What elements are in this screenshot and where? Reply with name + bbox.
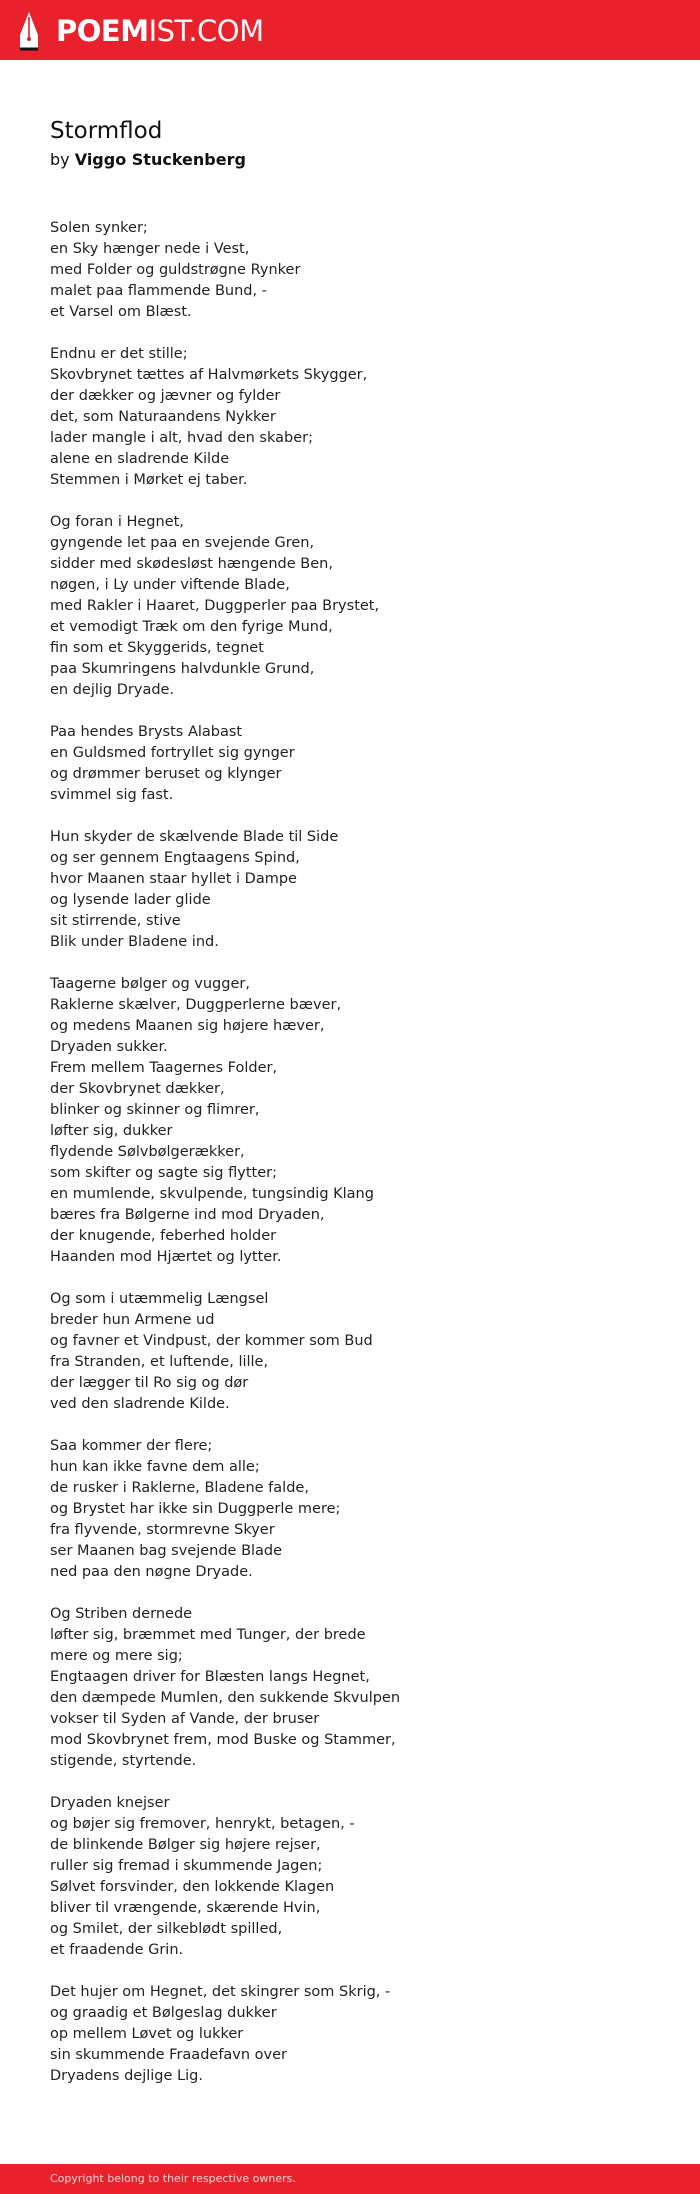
- poem-line: mere og mere sig;: [50, 1648, 183, 1664]
- poem-line: en dejlig Dryade.: [50, 682, 175, 698]
- poem-line: bliver til vrængende, skærende Hvin,: [50, 1900, 321, 1916]
- poem-line: med Folder og guldstrøgne Rynker: [50, 262, 301, 278]
- stanza: [50, 1982, 650, 2087]
- poem-line: ser Maanen bag svejende Blade: [50, 1543, 283, 1559]
- poem-line: hun kan ikke favne dem alle;: [50, 1459, 260, 1475]
- poem-line: Sølvet forsvinder, den lokkende Klagen: [50, 1879, 335, 1895]
- poem-line: Blik under Bladene ind.: [50, 934, 219, 950]
- poem-line: breder hun Armene ud: [50, 1312, 215, 1328]
- poem-line: Skovbrynet tættes af Halvmørkets Skygger,: [50, 367, 368, 383]
- poem-line: Frem mellem Taagernes Folder,: [50, 1060, 278, 1076]
- poem-line: Stemmen i Mørket ej taber.: [50, 472, 248, 488]
- poem-line: svimmel sig fast.: [50, 787, 174, 803]
- poem-line: Endnu er det stille;: [50, 346, 188, 362]
- poem-line: der lægger til Ro sig og dør: [50, 1375, 249, 1391]
- byline: [50, 148, 650, 172]
- poem-line: vokser til Syden af Vande, der bruser: [50, 1711, 320, 1727]
- poem-line: en Sky hænger nede i Vest,: [50, 241, 250, 257]
- poem-line: der dækker og jævner og fylder: [50, 388, 281, 404]
- poem-line: fin som et Skyggerids, tegnet: [50, 640, 264, 656]
- poem-line: malet paa flammende Bund, -: [50, 283, 267, 299]
- poem-line: der knugende, feberhed holder: [50, 1228, 277, 1244]
- poem-line: som skifter og sagte sig flytter;: [50, 1165, 277, 1181]
- poem-line: Og som i utæmmelig Længsel: [50, 1291, 269, 1307]
- poem-line: Solen synker;: [50, 220, 148, 236]
- poem-line: der Skovbrynet dækker,: [50, 1081, 225, 1097]
- poem-line: paa Skumringens halvdunkle Grund,: [50, 661, 315, 677]
- brand-name-strong: POEM: [56, 14, 149, 48]
- author-name: Viggo Stuckenberg: [74, 150, 246, 169]
- poem-line: alene en sladrende Kilde: [50, 451, 230, 467]
- stanza: [50, 512, 650, 701]
- poem-line: sit stirrende, stive: [50, 913, 181, 929]
- poem-line: gyngende let paa en svejende Gren,: [50, 535, 315, 551]
- brand-name: [56, 9, 264, 53]
- poem-content: [50, 115, 650, 2108]
- poem-body: [50, 218, 650, 2087]
- poem-line: stigende, styrtende.: [50, 1753, 197, 1769]
- poem-line: Haanden mod Hjærtet og lytter.: [50, 1249, 282, 1265]
- poem-line: sidder med skødesløst hængende Ben,: [50, 556, 333, 572]
- poem-line: de blinkende Bølger sig højere rejser,: [50, 1837, 321, 1853]
- poem-line: Hun skyder de skælvende Blade til Side: [50, 829, 339, 845]
- poem-line: Engtaagen driver for Blæsten langs Hegnet,: [50, 1669, 370, 1685]
- poem-line: ned paa den nøgne Dryade.: [50, 1564, 253, 1580]
- poem-line: Dryaden sukker.: [50, 1039, 168, 1055]
- poem-line: Dryaden knejser: [50, 1795, 170, 1811]
- poem-line: Og foran i Hegnet,: [50, 514, 184, 530]
- copyright-text: Copyright belong to their respective owners.: [50, 2172, 296, 2185]
- quill-nib-icon: [18, 11, 40, 51]
- poem-line: op mellem Løvet og lukker: [50, 2026, 244, 2042]
- poem-line: og Brystet har ikke sin Duggperle mere;: [50, 1501, 341, 1517]
- site-logo-link[interactable]: [18, 9, 264, 53]
- poem-line: Dryadens dejlige Lig.: [50, 2068, 203, 2084]
- poem-line: flydende Sølvbølgerækker,: [50, 1144, 245, 1160]
- poem-line: hvor Maanen staar hyllet i Dampe: [50, 871, 297, 887]
- stanza: [50, 1289, 650, 1415]
- poem-line: nøgen, i Ly under viftende Blade,: [50, 577, 290, 593]
- poem-line: ruller sig fremad i skummende Jagen;: [50, 1858, 323, 1874]
- poem-line: og ser gennem Engtaagens Spind,: [50, 850, 300, 866]
- poem-line: de rusker i Raklerne, Bladene falde,: [50, 1480, 309, 1496]
- poem-line: et fraadende Grin.: [50, 1942, 184, 1958]
- brand-name-light: IST.COM: [148, 14, 264, 48]
- poem-line: Saa kommer der flere;: [50, 1438, 213, 1454]
- poem-line: en Guldsmed fortryllet sig gynger: [50, 745, 295, 761]
- poem-line: lader mangle i alt, hvad den skaber;: [50, 430, 313, 446]
- site-footer: [0, 2164, 700, 2194]
- poem-line: et Varsel om Blæst.: [50, 304, 192, 320]
- by-label: by: [50, 150, 70, 169]
- stanza: [50, 1604, 650, 1772]
- poem-line: blinker og skinner og flimrer,: [50, 1102, 260, 1118]
- stanza: [50, 344, 650, 491]
- poem-line: fra Stranden, et luftende, lille,: [50, 1354, 269, 1370]
- poem-line: Taagerne bølger og vugger,: [50, 976, 250, 992]
- poem-line: og drømmer beruset og klynger: [50, 766, 282, 782]
- poem-line: en mumlende, skvulpende, tungsindig Klang: [50, 1186, 374, 1202]
- poem-line: fra flyvende, stormrevne Skyer: [50, 1522, 275, 1538]
- poem-line: løfter sig, bræmmet med Tunger, der brede: [50, 1627, 366, 1643]
- poem-title: Stormflod: [50, 118, 163, 144]
- poem-line: sin skummende Fraadefavn over: [50, 2047, 288, 2063]
- poem-line: et vemodigt Træk om den fyrige Mund,: [50, 619, 333, 635]
- poem-line: den dæmpede Mumlen, den sukkende Skvulpen: [50, 1690, 401, 1706]
- site-header: [0, 0, 700, 60]
- poem-line: og lysende lader glide: [50, 892, 211, 908]
- poem-line: og medens Maanen sig højere hæver,: [50, 1018, 325, 1034]
- poem-line: og Smilet, der silkeblødt spilled,: [50, 1921, 283, 1937]
- poem-line: Paa hendes Brysts Alabast: [50, 724, 243, 740]
- stanza: [50, 974, 650, 1268]
- stanza: [50, 218, 650, 323]
- poem-line: ved den sladrende Kilde.: [50, 1396, 230, 1412]
- stanza: [50, 722, 650, 806]
- poem-line: Og Striben dernede: [50, 1606, 193, 1622]
- poem-line: med Rakler i Haaret, Duggperler paa Brystet,: [50, 598, 380, 614]
- stanza: [50, 1436, 650, 1583]
- poem-line: og bøjer sig fremover, henrykt, betagen, -: [50, 1816, 355, 1832]
- poem-line: og favner et Vindpust, der kommer som Bud: [50, 1333, 373, 1349]
- stanza: [50, 1793, 650, 1961]
- poem-line: bæres fra Bølgerne ind mod Dryaden,: [50, 1207, 325, 1223]
- poem-line: det, som Naturaandens Nykker: [50, 409, 276, 425]
- poem-line: mod Skovbrynet frem, mod Buske og Stammer,: [50, 1732, 396, 1748]
- stanza: [50, 827, 650, 953]
- poem-line: Raklerne skælver, Duggperlerne bæver,: [50, 997, 342, 1013]
- poem-line: løfter sig, dukker: [50, 1123, 173, 1139]
- poem-line: og graadig et Bølgeslag dukker: [50, 2005, 277, 2021]
- poem-line: Det hujer om Hegnet, det skingrer som Skrig, -: [50, 1984, 391, 2000]
